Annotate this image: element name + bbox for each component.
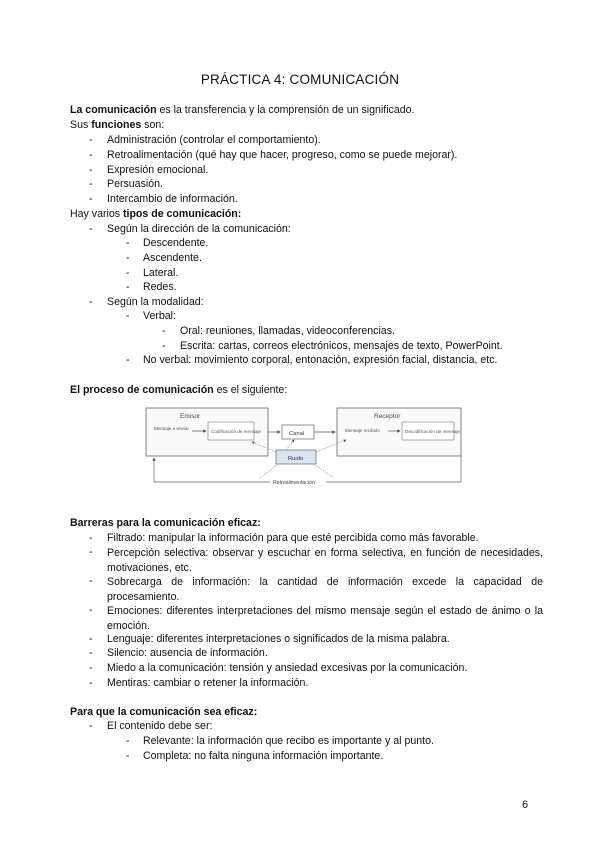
bullet-dash: - [126,354,130,366]
proceso-rest: es el siguiente: [213,384,288,396]
modalidad-verbal: Verbal: [143,310,176,322]
mensaje-enviar-label: Mensaje a enviar [154,426,189,431]
tipos-heading [70,208,241,221]
funciones-prefix: Sus [70,119,92,131]
funciones-suffix: son: [141,119,165,131]
bullet-dash: - [89,193,93,205]
bullet-dash: - [162,325,166,337]
direccion-item: Ascendente. [143,252,202,264]
bullet-dash: - [126,281,130,293]
retro-label: Retroalimentación [273,480,315,486]
direccion-item: Lateral. [143,267,179,279]
ruido-label: Ruido [288,456,304,462]
bullet-dash: - [89,149,93,161]
canal-label: Canal [289,431,305,437]
tipos-direccion: Según la dirección de la comunicación: [107,223,291,235]
bullet-dash: - [89,662,93,674]
tipos-modalidad: Según la modalidad: [107,296,204,308]
verbal-oral: Oral: reuniones, llamadas, videoconferencias. [180,325,395,337]
eficaz-item: Relevante: la información que recibo es importante y al punto. [143,735,434,747]
bullet-dash: - [89,647,93,659]
tipos-bold: tipos de comunicación: [122,208,242,220]
funcion-item: Administración (controlar el comportamiento). [107,134,321,146]
verbal-escrita: Escrita: cartas, correos electrónicos, mensajes de texto, PowerPoint. [180,340,503,352]
direccion-item: Descendente. [143,237,209,249]
bullet-dash: - [126,735,130,747]
bullet-dash: - [126,310,130,322]
bullet-dash: - [89,575,93,587]
barrera-item: Filtrado: manipular la información para que esté percibida como más favorable. [107,532,479,544]
barrera-item: Silencio: ausencia de información. [107,647,268,659]
funcion-item: Intercambio de información. [107,193,238,205]
barreras-heading [70,517,261,530]
tipos-prefix: Hay varios [70,208,123,220]
bullet-dash: - [89,223,93,235]
emisor-label: Emisor [180,413,201,420]
funciones-bold: funciones [91,119,142,131]
eficaz-heading [70,706,257,719]
receptor-label: Receptor [374,413,401,420]
intro-bold: La comunicación [70,104,157,116]
barrera-item: Emociones: diferentes interpretaciones del mismo mensaje según el estado de ánimo o la emoción. [107,605,543,632]
direccion-item: Redes. [143,281,177,293]
codificacion-label: Codificación de mensaje [211,429,262,434]
intro-rest: es la transferencia y la comprensión de un significado. [156,104,415,116]
bullet-dash: - [126,237,130,249]
bullet-dash: - [89,633,93,645]
bullet-dash: - [89,178,93,190]
eficaz-contenido: El contenido debe ser: [107,720,213,732]
bullet-dash: - [126,750,130,762]
bullet-dash: - [89,296,93,308]
page-title: PRÁCTICA 4: COMUNICACIÓN [200,72,400,87]
bullet-dash: - [126,267,130,279]
bullet-dash: - [89,546,93,558]
barrera-item: Sobrecarga de información: la cantidad de información excede la capacidad de procesamiento. [107,576,543,603]
bullet-dash: - [89,164,93,176]
barrera-item: Lenguaje: diferentes interpretaciones o significados de la misma palabra. [107,633,450,645]
bullet-dash: - [89,677,93,689]
bullet-dash: - [126,252,130,264]
funcion-item: Persuasión. [107,178,163,190]
proceso-heading [70,384,287,397]
funciones-heading [70,119,164,132]
barrera-item: Percepción selectiva: observar y escuchar en forma selectiva, en función de necesidades, motivaciones, etc. [107,547,543,574]
eficaz-item: Completa: no falta ninguna información importante. [143,750,384,762]
decodificacion-label: Decodificación de mensaje [405,429,460,434]
communication-process-diagram [140,402,470,490]
funcion-item: Expresión emocional. [107,164,209,176]
page-number: 6 [522,799,529,811]
mensaje-recibido-label: Mensaje recibido [345,428,380,433]
bullet-dash: - [89,720,93,732]
bullet-dash: - [89,604,93,616]
eficaz-bold: Para que la comunicación sea eficaz: [70,706,258,718]
barreras-bold: Barreras para la comunicación eficaz: [70,517,261,529]
proceso-bold: El proceso de comunicación [70,384,214,396]
funcion-item: Retroalimentación (qué hay que hacer, progreso, como se puede mejorar). [107,149,458,161]
barrera-item: Miedo a la comunicación: tensión y ansiedad excesivas por la comunicación. [107,662,468,674]
bullet-dash: - [162,340,166,352]
barrera-item: Mentiras: cambiar o retener la información. [107,677,309,689]
intro-line [70,104,414,117]
bullet-dash: - [89,532,93,544]
bullet-dash: - [89,134,93,146]
modalidad-no-verbal: No verbal: movimiento corporal, entonación, expresión facial, distancia, etc. [143,354,498,366]
